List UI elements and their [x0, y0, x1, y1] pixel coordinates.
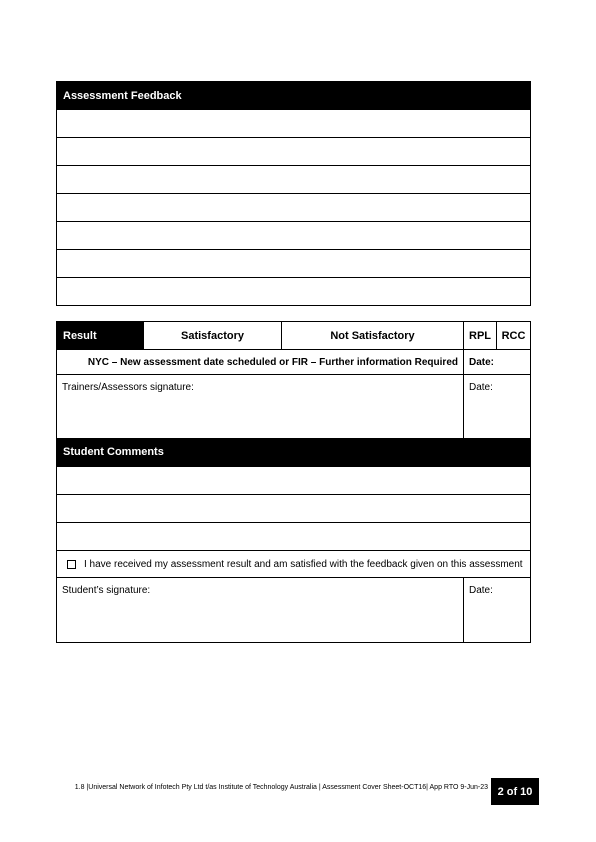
page-number-badge: 2 of 10	[491, 778, 539, 805]
feedback-line[interactable]	[57, 277, 530, 305]
acknowledgement-text: I have received my assessment result and am satisfied with the feedback given on this assessment	[84, 558, 523, 570]
student-comments-title: Student Comments	[57, 438, 530, 466]
student-signature-row	[57, 577, 530, 642]
assessment-feedback-table	[56, 81, 531, 306]
student-date-field[interactable]: Date:	[469, 585, 493, 596]
student-comments-table	[56, 438, 531, 643]
feedback-line[interactable]	[57, 193, 530, 221]
footer-text: 1.8 |Universal Network of Infotech Pty Ltd t/as Institute of Technology Australia | Assessment Cover Sheet-OCT16| App RTO 9-Jun-23	[74, 784, 488, 791]
feedback-line[interactable]	[57, 165, 530, 193]
feedback-line[interactable]	[57, 249, 530, 277]
nyc-date-field[interactable]: Date:	[469, 356, 495, 368]
rcc-option[interactable]: RCC	[501, 329, 526, 342]
comment-line[interactable]	[57, 522, 530, 550]
satisfactory-option[interactable]: Satisfactory	[144, 322, 282, 349]
acknowledgement-row	[57, 550, 530, 577]
not-satisfactory-option[interactable]: Not Satisfactory	[282, 322, 464, 349]
feedback-line[interactable]	[57, 137, 530, 165]
trainer-date-field[interactable]: Date:	[469, 382, 493, 393]
result-row	[57, 322, 530, 350]
feedback-line[interactable]	[57, 221, 530, 249]
nyc-row	[57, 350, 530, 375]
result-table	[56, 321, 531, 441]
acknowledgement-checkbox[interactable]	[67, 560, 76, 569]
feedback-line[interactable]	[57, 109, 530, 137]
comment-line[interactable]	[57, 494, 530, 522]
result-label: Result	[57, 322, 144, 349]
nyc-note: NYC – New assessment date scheduled or FIR – Further information Required	[57, 350, 464, 374]
student-signature-field[interactable]: Student’s signature:	[57, 578, 464, 642]
trainer-signature-field[interactable]: Trainers/Assessors signature:	[57, 375, 464, 440]
rpl-option[interactable]: RPL	[464, 322, 497, 349]
trainer-signature-row	[57, 375, 530, 440]
comment-line[interactable]	[57, 466, 530, 494]
assessment-feedback-title: Assessment Feedback	[57, 82, 530, 109]
